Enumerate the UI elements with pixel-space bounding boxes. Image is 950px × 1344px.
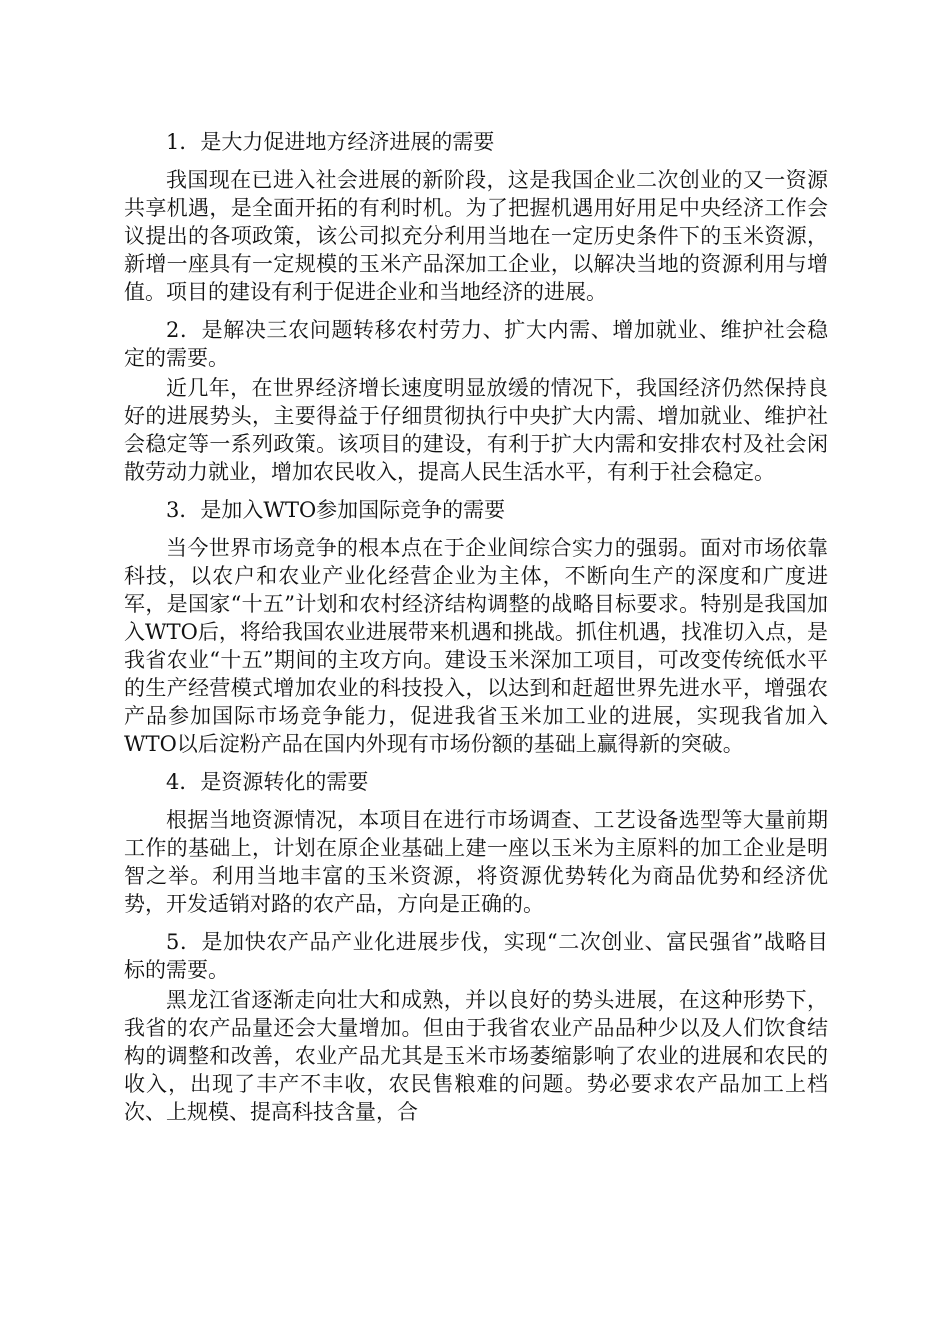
section-heading-3: 3．是加入WTO参加国际竞争的需要 — [166, 498, 506, 522]
section-paragraph-5: 黑龙江省逐渐走向壮大和成熟，并以良好的势头进展，在这种形势下，我省的农产品量还会大量增加。但由于我省农业产品品种少以及人们饮食结构的调整和改善，农业产品尤其是玉米市场萎缩影响了农业的进展和农民的收入，出现了丰产不丰收，农民售粮难的问题。势必要求农产品加工上档次、上规模、提高科技含量，合 — [124, 988, 828, 1124]
section-heading-4: 4．是资源转化的需要 — [166, 770, 369, 794]
section-paragraph-3: 当今世界市场竞争的根本点在于企业间综合实力的强弱。面对市场依靠科技，以农户和农业产业化经营企业为主体，不断向生产的深度和广度进军，是国家“十五”计划和农村经济结构调整的战略目标要求。特别是我国加入WTO后，将给我国农业进展带来机遇和挑战。抓住机遇，找准切入点，是我省农业“十五”期间的主攻方向。建设玉米深加工项目，可改变传统低水平的生产经营模式增加农业的科技投入，以达到和赶超世界先进水平，增强农产品参加国际市场竞争能力，促进我省玉米加工业的进展，实现我省加入WTO以后淀粉产品在国内外现有市场份额的基础上赢得新的突破。 — [124, 536, 828, 756]
section-heading-1: 1．是大力促进地方经济进展的需要 — [166, 130, 495, 154]
section-paragraph-2: 近几年，在世界经济增长速度明显放缓的情况下，我国经济仍然保持良好的进展势头，主要得益于仔细贯彻执行中央扩大内需、增加就业、维护社会稳定等一系列政策。该项目的建设，有利于扩大内需和安排农村及社会闲散劳动力就业，增加农民收入，提高人民生活水平，有利于社会稳定。 — [124, 376, 828, 484]
document-body — [124, 128, 828, 1136]
section-heading-2: 2．是解决三农问题转移农村劳力、扩大内需、增加就业、维护社会稳定的需要。 — [124, 318, 828, 370]
section-paragraph-1: 我国现在已进入社会进展的新阶段，这是我国企业二次创业的又一资源共享机遇，是全面开拓的有利时机。为了把握机遇用好用足中央经济工作会议提出的各项政策，该公司拟充分利用当地在一定历史条件下的玉米资源，新增一座具有一定规模的玉米产品深加工企业，以解决当地的资源利用与增值。项目的建设有利于促进企业和当地经济的进展。 — [124, 168, 828, 304]
section-paragraph-4: 根据当地资源情况，本项目在进行市场调查、工艺设备选型等大量前期工作的基础上，计划在原企业基础上建一座以玉米为主原料的加工企业是明智之举。利用当地丰富的玉米资源，将资源优势转化为商品优势和经济优势，开发适销对路的农产品，方向是正确的。 — [124, 808, 828, 916]
section-heading-5: 5．是加快农产品产业化进展步伐，实现“二次创业、富民强省”战略目标的需要。 — [124, 930, 828, 982]
